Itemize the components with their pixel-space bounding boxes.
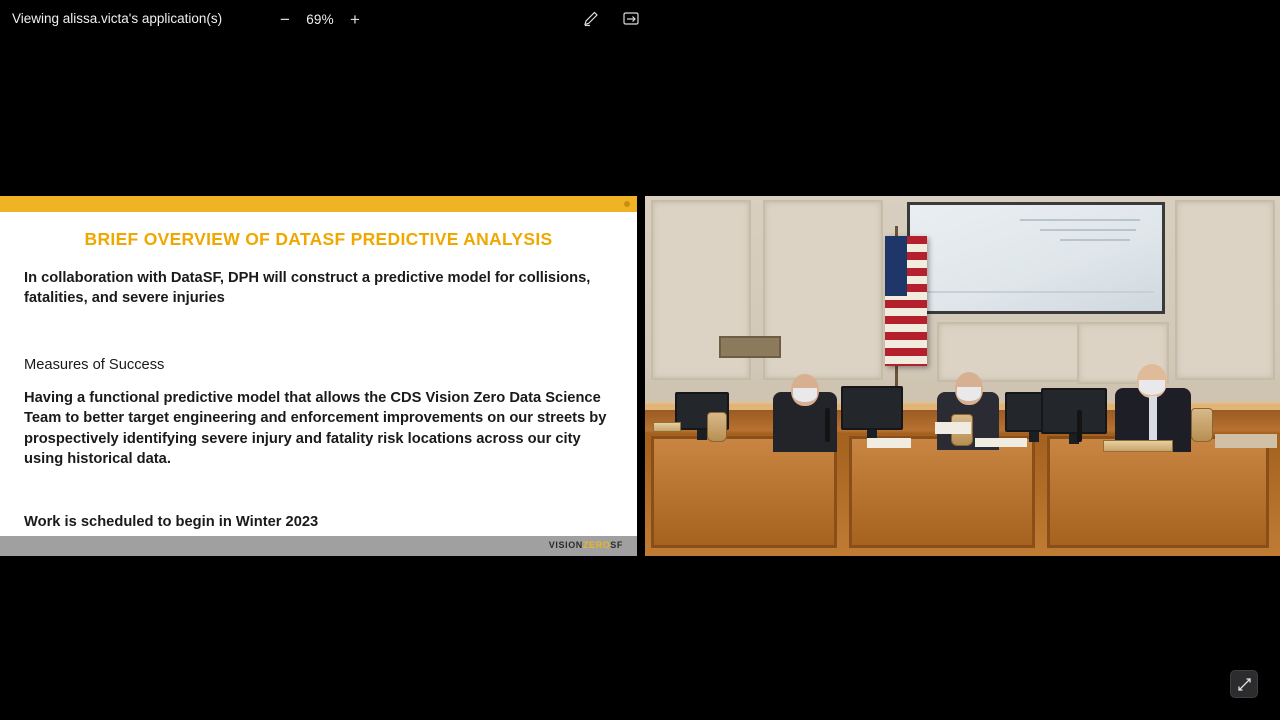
shared-slide[interactable] xyxy=(0,196,637,556)
nameplate xyxy=(653,422,681,432)
resize-view-button[interactable] xyxy=(1230,670,1258,698)
participant-video-feed[interactable] xyxy=(645,196,1280,556)
microphone xyxy=(825,408,830,442)
zoom-out-button[interactable]: − xyxy=(280,9,290,29)
desk-monitor xyxy=(841,386,903,430)
face-mask xyxy=(957,387,981,401)
zoom-level-value: 69% xyxy=(306,11,334,27)
nameplate xyxy=(1103,440,1173,452)
annotate-icon[interactable] xyxy=(580,8,602,30)
topbar-icon-group xyxy=(580,8,642,30)
slide-paragraph-3: Having a functional predictive model that allows the CDS Vision Zero Data Science Team to better target engineering and enforcement improvements on our streets by prospectively identifying severe injury and fatality risk locations across our city using historical data. xyxy=(24,390,607,467)
logo-part-vision: VISION xyxy=(548,540,583,550)
logo-part-zero: ZERO xyxy=(582,540,611,550)
bench-panel xyxy=(849,436,1035,548)
papers xyxy=(935,422,971,434)
wall-vent xyxy=(719,336,781,358)
wall-panel xyxy=(1175,200,1275,380)
papers xyxy=(867,438,911,448)
slide-title: BRIEF OVERVIEW OF DATASF PREDICTIVE ANALYSIS xyxy=(84,229,553,249)
screen-share-icon[interactable] xyxy=(620,8,642,30)
logo-part-sf: SF xyxy=(610,540,623,550)
papers xyxy=(975,438,1027,447)
slide-bar-dot-icon xyxy=(624,201,630,207)
desk-binder xyxy=(1215,434,1277,448)
wall-panel xyxy=(763,200,883,380)
hearing-room-scene xyxy=(645,196,1280,556)
monitor-stand xyxy=(697,430,707,440)
flag-canton xyxy=(885,236,907,296)
face-mask xyxy=(793,388,817,402)
zoom-controls xyxy=(278,8,362,30)
slide-body xyxy=(0,212,637,536)
slide-footer xyxy=(0,536,637,556)
bench-panel xyxy=(651,436,837,548)
projector-screen xyxy=(907,202,1165,314)
viewing-status-label: Viewing alissa.victa's application(s) xyxy=(12,11,223,26)
slide-paragraph-4: Work is scheduled to begin in Winter 2023 xyxy=(24,514,319,530)
slide-paragraph-2: Measures of Success xyxy=(24,357,165,373)
face-mask xyxy=(1139,380,1165,395)
zoom-in-button[interactable]: + xyxy=(350,9,360,29)
monitor-stand xyxy=(1029,432,1039,442)
slide-paragraph-1: In collaboration with DataSF, DPH will construct a predictive model for collisions, fatalities, and severe injuries xyxy=(24,270,591,307)
water-pitcher xyxy=(1191,408,1213,442)
shared-content-stage xyxy=(0,196,1280,556)
viewer-topbar xyxy=(0,0,1280,38)
slide-accent-bar xyxy=(0,196,637,212)
microphone xyxy=(1077,410,1082,442)
desk-monitor xyxy=(1041,388,1107,434)
vision-zero-logo xyxy=(549,540,623,550)
bench-panel xyxy=(1047,436,1269,548)
water-pitcher xyxy=(707,412,727,442)
